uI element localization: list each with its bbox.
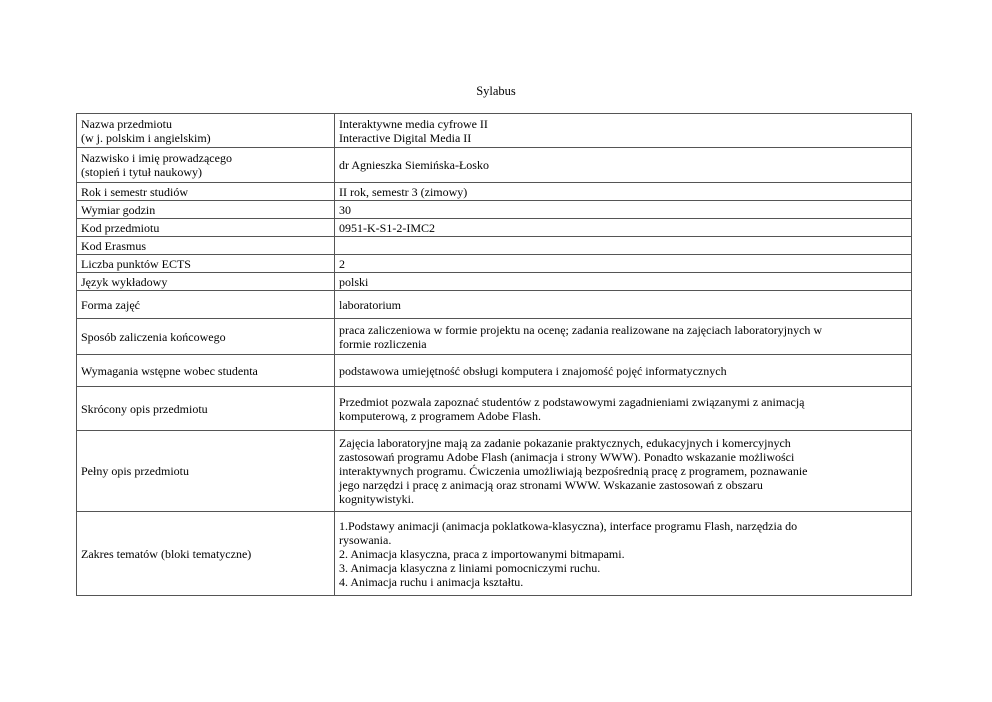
label-line: Liczba punktów ECTS [81, 256, 191, 271]
value-line: praca zaliczeniowa w formie projektu na ocenę; zadania realizowane na zajęciach laboratoryjnych w [339, 322, 823, 337]
row-value [335, 183, 912, 201]
table-row [77, 512, 912, 596]
value-line: zastosowań programu Adobe Flash (animacja i strony WWW). Ponadto wskazanie możliwości [339, 450, 795, 464]
value-line: 2 [339, 256, 345, 271]
value-line: 1.Podstawy animacji (animacja poklatkowa-klasyczna), interface programu Flash, narzędzia do [339, 518, 798, 533]
label-line: Wymiar godzin [81, 202, 156, 217]
table-row [77, 237, 912, 255]
label-line: Rok i semestr studiów [81, 184, 188, 199]
label-line: Język wykładowy [81, 274, 168, 289]
row-value [335, 201, 912, 219]
value-line: podstawowa umiejętność obsługi komputera i znajomość pojęć informatycznych [339, 363, 727, 378]
table-row [77, 319, 912, 355]
syllabus-table [76, 113, 912, 596]
label-line: Skrócony opis przedmiotu [81, 401, 208, 416]
row-label [77, 114, 335, 148]
row-label [77, 512, 335, 596]
value-line: 30 [339, 202, 351, 217]
label-line: Zakres tematów (bloki tematyczne) [81, 546, 252, 561]
row-label [77, 431, 335, 512]
value-line: jego narzędzi i pracę z animacją oraz stronami WWW. Wskazanie zastosowań z obszaru [339, 478, 763, 492]
label-line: Nazwisko i imię prowadzącego [81, 151, 232, 165]
row-label [77, 255, 335, 273]
row-label [77, 273, 335, 291]
value-line: interaktywnych programu. Ćwiczenia umożliwiają bezpośrednią pracę z programem, poznawanie [339, 464, 808, 478]
value-line: 4. Animacja ruchu i animacja kształtu. [339, 574, 524, 589]
row-value [335, 237, 912, 255]
row-value [335, 431, 912, 512]
table-row [77, 114, 912, 148]
row-label [77, 183, 335, 201]
row-value [335, 255, 912, 273]
label-line: Kod Erasmus [81, 238, 146, 253]
table-row [77, 201, 912, 219]
table-row [77, 183, 912, 201]
value-line: Interaktywne media cyfrowe II [339, 116, 488, 131]
label-line: Forma zajęć [81, 297, 140, 312]
row-value [335, 273, 912, 291]
value-line: 2. Animacja klasyczna, praca z importowanymi bitmapami. [339, 546, 625, 561]
row-label [77, 291, 335, 319]
row-label [77, 237, 335, 255]
label-line: Sposób zaliczenia końcowego [81, 329, 226, 344]
label-line: (stopień i tytuł naukowy) [81, 165, 202, 179]
row-value [335, 291, 912, 319]
row-value [335, 387, 912, 431]
value-line: 0951-K-S1-2-IMC2 [339, 220, 435, 235]
value-line: 3. Animacja klasyczna z liniami pomocniczymi ruchu. [339, 560, 601, 575]
value-line: Przedmiot pozwala zapoznać studentów z podstawowymi zagadnieniami związanymi z animacją [339, 394, 805, 409]
row-value [335, 114, 912, 148]
label-line: Wymagania wstępne wobec studenta [81, 363, 258, 378]
label-line: (w j. polskim i angielskim) [81, 130, 211, 145]
value-line: rysowania. [339, 532, 392, 547]
value-line: kognitywistyki. [339, 492, 415, 506]
label-line: Nazwa przedmiotu [81, 116, 172, 131]
table-row [77, 291, 912, 319]
document-title: Sylabus [476, 84, 516, 98]
table-row [77, 387, 912, 431]
table-row [77, 431, 912, 512]
table-row [77, 255, 912, 273]
row-label [77, 355, 335, 387]
table-row [77, 219, 912, 237]
value-line: Interactive Digital Media II [339, 130, 472, 145]
row-label [77, 148, 335, 183]
row-label [77, 219, 335, 237]
table-row [77, 273, 912, 291]
row-label [77, 201, 335, 219]
value-line: komputerową, z programem Adobe Flash. [339, 408, 541, 423]
value-line: Zajęcia laboratoryjne mają za zadanie pokazanie praktycznych, edukacyjnych i komercyjnych [339, 436, 791, 450]
value-line: polski [339, 274, 369, 289]
value-line: II rok, semestr 3 (zimowy) [339, 184, 468, 199]
label-line: Pełny opis przedmiotu [81, 464, 189, 478]
row-value [335, 355, 912, 387]
row-label [77, 319, 335, 355]
row-value [335, 148, 912, 183]
table-row [77, 148, 912, 183]
table-row [77, 355, 912, 387]
row-value [335, 219, 912, 237]
row-value [335, 319, 912, 355]
value-line: dr Agnieszka Siemińska-Łosko [339, 158, 489, 172]
label-line: Kod przedmiotu [81, 220, 160, 235]
value-line: formie rozliczenia [339, 336, 427, 351]
row-value [335, 512, 912, 596]
row-label [77, 387, 335, 431]
value-line: laboratorium [339, 297, 401, 312]
